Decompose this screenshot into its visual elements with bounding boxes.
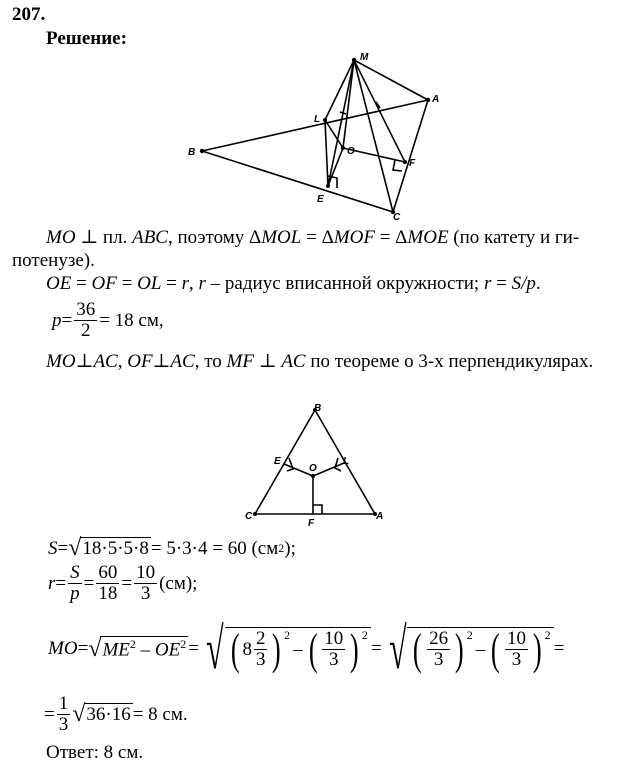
edge-MA xyxy=(354,60,428,100)
label-M: M xyxy=(360,52,369,63)
label-F: F xyxy=(308,518,315,529)
pyramid-figure xyxy=(180,50,450,220)
formula-p: p = $\frac{36}{2}$ = 18 см, xyxy=(52,299,164,341)
edge-BA xyxy=(202,100,428,151)
right-angle-E xyxy=(287,458,293,471)
text-line-3: OE = OF = OL = r, r – радиус вписанной окружности; r = S/p. xyxy=(46,273,541,294)
label-C: C xyxy=(393,212,401,220)
seg-OE xyxy=(328,148,343,186)
text-line-2: потенузе). xyxy=(12,250,95,271)
label-L: L xyxy=(314,114,321,125)
solution-label: Решение: xyxy=(46,28,127,49)
problem-number: 207. xyxy=(12,4,46,25)
label-B: B xyxy=(314,403,322,414)
text-line-1: MO ⊥ пл. ABC, поэтому ΔMOL = ΔMOF = ΔMOE (по катету и ги- xyxy=(46,227,580,248)
label-A: A xyxy=(432,94,440,105)
edge-MF xyxy=(354,60,405,162)
triangle-figure xyxy=(240,400,390,530)
label-A: A xyxy=(376,511,384,522)
text-line-5: MO⊥AC, OF⊥AC, то MF ⊥ AC по теореме о 3-х перпендикулярах. xyxy=(46,351,594,372)
edge-AC xyxy=(393,100,428,212)
formula-area: S = √ 18·5·5·8 = 5·3·4 = 60 (см 2 ); xyxy=(48,535,296,561)
formula-result: = $\frac{1}{3}$ √ 36·16 = 8 см. xyxy=(44,693,188,735)
right-angle-F xyxy=(313,505,322,514)
label-E: E xyxy=(317,194,324,205)
label-O: O xyxy=(347,146,355,157)
formula-mo: MO = √ $ME^2 - OE^2$ = √ ( 8 $\frac{2}{3}$ ) $^2$ – ( $\frac{10}{3}$ ) $^2$ = √ ( $\frac{26}{3}$ ) $^2$ – ( $\frac{10}{3}$ ) $^2$ = xyxy=(48,616,565,681)
label-C: C xyxy=(245,511,253,522)
side-BC xyxy=(255,410,315,514)
label-F: F xyxy=(409,158,416,169)
answer: Ответ: 8 см. xyxy=(46,742,144,763)
label-O: O xyxy=(309,463,317,474)
edge-BC xyxy=(202,151,393,212)
label-B: B xyxy=(188,147,196,158)
formula-radius: r = $\frac{S}{p}$ = $\frac{60}{18}$ = $\frac{10}{3}$ (см); xyxy=(48,562,198,604)
edge-MB-hidden xyxy=(328,60,354,186)
label-L: L xyxy=(343,456,350,467)
seg-LE xyxy=(325,120,328,186)
label-E: E xyxy=(274,456,281,467)
tick-MO xyxy=(340,112,346,114)
edge-MC xyxy=(354,60,393,212)
